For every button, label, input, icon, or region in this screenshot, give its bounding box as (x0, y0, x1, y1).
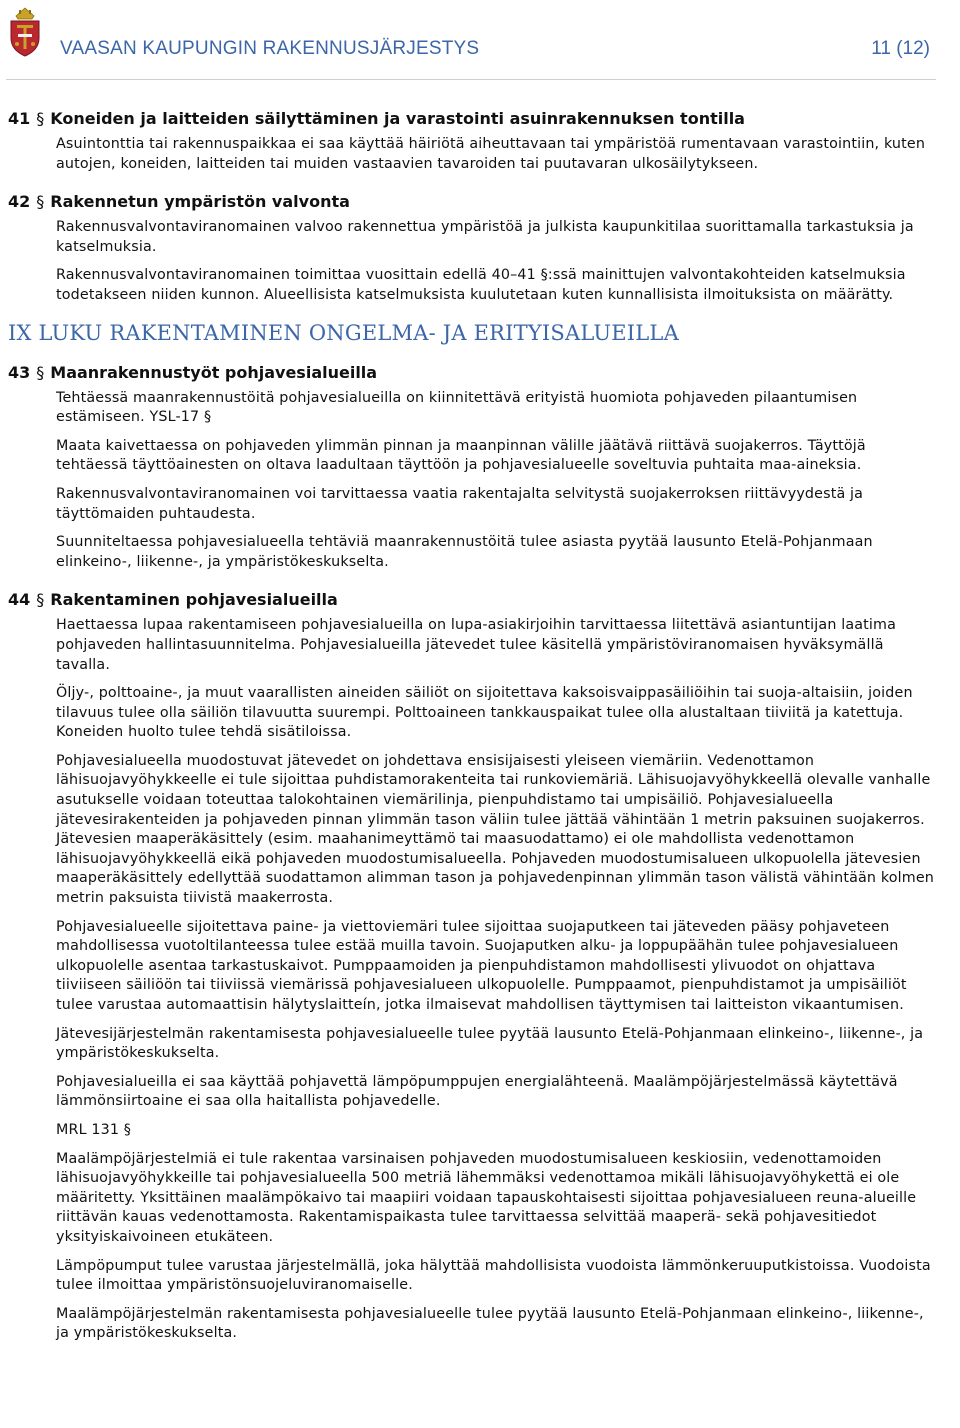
section-number: 44 (8, 590, 31, 610)
section-44-paragraph: Pohjavesialueelle sijoitettava paine- ja viettoviemäri tulee sijoittaa suojaputkeen tai jäteveden pääsy pohjaveteen mahdollisessa vuotoltilanteessa tulee estää muilla tavoin. Suojaputken alku- ja loppupäähän tulee pohjavesialueen ulkopuolelle asentaa tarkastuskaivot. Pumppaamoiden ja pienpuhdistamon mahdollisesti ylivuodot on ohjattava tiiviiseen säiliöön tai tiiviissä viemärissä pohjavesialueen ulkopuolelle. Pumppaamot, pienpuhdistamot ja umpisäiliöt tulee varustaa automaattisin hälytyslaitteín, jotka ilmaisevat mahdollisen täyttymisen tai laitteiston vikaantumisen. (56, 918, 907, 1013)
section-44-paragraph: Pohjavesialueella muodostuvat jätevedet on johdettava ensisijaisesti yleiseen viemäriin. Vedenottamon lähisuojavyöhykkeelle ei tule sijoittaa puhdistamorakenteita tai runkoviemäriä. Lähisuojavyöhykkeellä olevalle vanhalle asutukselle voidaan toteuttaa talokohtainen viemärilinja, pienpuhdistamo tai umpisäiliö. Pohjavesialueella jätevesirakenteiden ja pohjaveden pinnan ylimmän tason väliin tulee jättää vähintään 1 metrin paksuinen suojakerros. Jätevesien maaperäkäsittely (esim. maahanimeyttämö tai maasuodattamo) ei ole mahdollista vedenottamon lähisuojavyöhykkeellä eikä pohjaveden muodostumisalueella. Pohjaveden muodostumisalueen ulkopuolella jätevesien maaperäkäsittely edellyttää suodattamon alimman tason ja pohjavedenpinnan ylimmän tason välistä vähintään kolmen metrin paksuista tiivistä maakerrosta. (56, 752, 935, 907)
section-43-paragraph: Rakennusvalvontaviranomainen voi tarvittaessa vaatia rakentajalta selvitystä suojakerroksen riittävyydestä ja täyttömaiden puhtaudesta. (56, 485, 864, 522)
section-43-paragraph: Tehtäessä maanrakennustöitä pohjavesialueilla on kiinnitettävä erityistä huomiota pohjaveden pilaantumisen estämiseen. YSL-17 § (56, 389, 858, 426)
document-body (0, 108, 960, 1353)
section-43-heading (8, 362, 960, 384)
section-title: Koneiden ja laitteiden säilyttäminen ja varastointi asuinrakennuksen tontilla (50, 109, 745, 128)
header-divider (6, 79, 936, 80)
section-44-paragraph: Maalämpöjärjestelmiä ei tule rakentaa varsinaisen pohjaveden muodostumisalueen keskiosiin, vedenottamoiden lähisuojavyöhykkeille tai pohjavesialueella 500 metriä lähemmäksi vedenottamoa mikäli lähisuojavyöhykettä ei ole määritetty. Yksittäinen maalämpökaivo tai maapiiri voidaan tapauskohtaisesti sijoittaa pohjavesialueen reuna-alueille riittävän kauas vedenottamosta. Rakentamispaikasta tulee tarvittaessa selvittää maaperä- sekä pohjavesitiedot yksityiskaivoineen etukäteen. (56, 1150, 917, 1245)
section-42-paragraph: Rakennusvalvontaviranomainen valvoo rakennettua ympäristöä ja julkista kaupunkitilaa suorittamalla tarkastuksia ja katselmuksia. (56, 219, 914, 255)
document-title: VAASAN KAUPUNGIN RAKENNUSJÄRJESTYS (60, 38, 480, 59)
section-title: Rakennetun ympäristön valvonta (50, 192, 350, 212)
section-42-paragraph: Rakennusvalvontaviranomainen toimittaa vuosittain edellä 40–41 §:ssä mainittujen valvontakohteiden katselmuksia todetakseen niiden kunnon. Alueellisista katselmuksista kuulutetaan kuten kunnallisista ilmoituksista on määrätty. (56, 267, 906, 303)
section-number: 42 (8, 192, 31, 212)
section-title: Rakentaminen pohjavesialueilla (50, 590, 338, 610)
legal-reference: MRL 131 § (56, 1121, 132, 1138)
paragraph-symbol: § (36, 362, 45, 382)
section-41-heading (8, 108, 960, 130)
section-41-paragraph: Asuintonttia tai rakennuspaikkaa ei saa käyttää häiriötä aiheuttavaan tai ympäristöä rumentavaan varastointiin, kuten autojen, koneiden, laitteiden tai muiden vastaavien tavaroiden tai puutavaran ulkosäilytykseen. (56, 136, 926, 172)
paragraph-symbol: § (36, 590, 45, 610)
section-43-paragraph: Maata kaivettaessa on pohjaveden ylimmän pinnan ja maanpinnan välille jäätävä riittävä suojakerros. Täyttöjä tehtäessä täyttöainesten on oltava laadultaan täyttöön ja pohjavesialueelle soveltuvia puhtaita maa-aineksia. (56, 437, 866, 474)
section-44-heading (8, 589, 960, 611)
section-number: 41 (8, 109, 31, 128)
page-number: 11 (12) (871, 38, 930, 59)
page-header (0, 0, 960, 80)
chapter-heading: IX LUKU RAKENTAMINEN ONGELMA- JA ERITYISALUEILLA (8, 320, 679, 345)
section-44-paragraph: Öljy-, polttoaine-, ja muut vaarallisten aineiden säiliöt on sijoitettava kaksoisvaippasäiliöihin tai suoja-altaisiin, joiden tilavuus tulee olla säiliön tilavuutta suurempi. Polttoaineen tankkauspaikat tulee olla alustaltaan tiiviitä ja katettuja. Koneiden huolto tulee tehdä sisätiloissa. (56, 685, 913, 741)
section-42-heading (8, 191, 960, 213)
paragraph-symbol: § (36, 192, 45, 212)
city-crest-icon (6, 4, 44, 58)
section-44-paragraph: Lämpöpumput tulee varustaa järjestelmällä, joka hälyttää mahdollisista vuodoista lämmönkeruuputkistoissa. Vuodoista tulee ilmoittaa ympäristönsuojeluviranomaiselle. (56, 1257, 931, 1294)
section-44-paragraph: Haettaessa lupaa rakentamiseen pohjavesialueilla on lupa-asiakirjoihin tarvittaessa liitettävä asiantuntijan laatima pohjaveden hallintasuunnitelma. Pohjavesialueilla jätevedet tulee käsitellä ympäristöviranomaisen hyväksymällä tavalla. (56, 617, 897, 673)
section-43-paragraph: Suunniteltaessa pohjavesialueella tehtäviä maanrakennustöitä tulee asiasta pyytää lausunto Etelä-Pohjanmaan elinkeino-, liikenne-, ja ympäristökeskukselta. (56, 534, 873, 570)
section-title: Maanrakennustyöt pohjavesialueilla (50, 362, 378, 382)
section-number: 43 (8, 362, 31, 382)
paragraph-symbol: § (36, 109, 45, 128)
section-44-paragraph: Pohjavesialueilla ei saa käyttää pohjavettä lämpöpumppujen energialähteenä. Maalämpöjärjestelmässä käytettävä lämmönsiirtoaine ei saa olla haitallista pohjavedelle. (56, 1073, 898, 1110)
section-44-paragraph: Jätevesijärjestelmän rakentamisesta pohjavesialueelle tulee pyytää lausunto Etelä-Pohjanmaan elinkeino-, liikenne-, ja ympäristökeskukselta. (56, 1025, 924, 1062)
section-44-paragraph: Maalämpöjärjestelmän rakentamisesta pohjavesialueelle tulee pyytää lausunto Etelä-Pohjanmaan elinkeino-, liikenne-, ja ympäristökeskukselta. (56, 1305, 924, 1342)
